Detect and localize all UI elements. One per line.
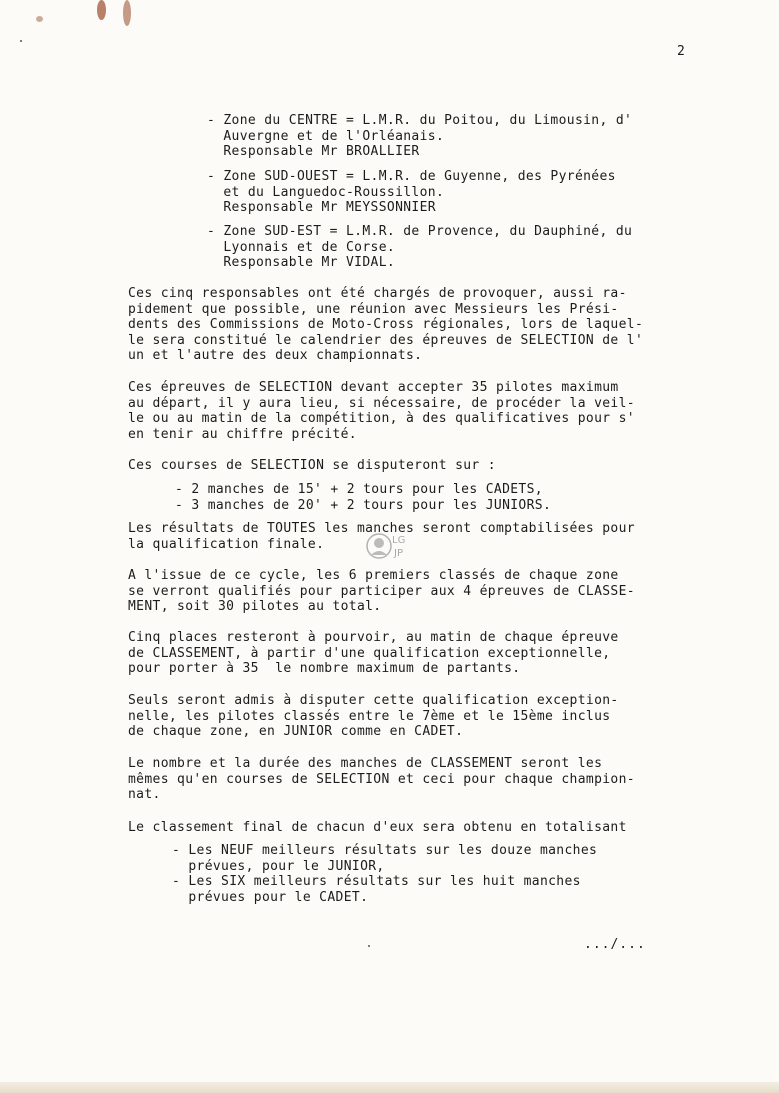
zone-sud-ouest xyxy=(207,169,616,216)
paragraph-nombre-duree: Le nombre et la durée des manches de CLASSEMENT seront les mêmes qu'en courses de SELECTION et ceci pour chaque champion- nat. xyxy=(128,756,635,802)
page-number: 2 xyxy=(677,44,685,59)
paragraph-selection-pilotes: Ces épreuves de SELECTION devant accepter 35 pilotes maximum au départ, il y aura lieu, si nécessaire, de procéder la veil- le ou au matin de la compétition, à des qualificatives pour s' en tenir au chiffre précité. xyxy=(128,380,635,442)
paragraph-resultats: Les résultats de TOUTES les manches seront comptabilisées pour la qualification finale. xyxy=(128,521,635,552)
watermark-stamp xyxy=(364,529,416,563)
svg-text:LG: LG xyxy=(392,535,406,546)
paper-speck xyxy=(368,945,370,947)
zone-line: et du Languedoc-Roussillon. xyxy=(207,184,445,200)
paper-speck xyxy=(20,40,22,42)
paper-bottom-edge xyxy=(0,1082,779,1093)
zone-line: - Zone SUD-OUEST = L.M.R. de Guyenne, des Pyrénées xyxy=(207,169,616,184)
zone-line: Responsable Mr BROALLIER xyxy=(207,144,420,159)
list-manches-selection: - 2 manches de 15' + 2 tours pour les CADETS, - 3 manches de 20' + 2 tours pour les JUNIORS. xyxy=(175,482,552,513)
paragraph-cinq-places: Cinq places resteront à pourvoir, au matin de chaque épreuve de CLASSEMENT, à partir d'une qualification exceptionnelle, pour porter à 35 le nombre maximum de partants. xyxy=(128,630,619,676)
zone-line: Responsable Mr MEYSSONNIER xyxy=(207,200,436,215)
paragraph-admis: Seuls seront admis à disputer cette qualification exception- nelle, les pilotes classés entre le 7ème et le 15ème inclus de chaque zone, en JUNIOR comme en CADET. xyxy=(128,693,619,739)
zone-line: Responsable Mr VIDAL. xyxy=(207,255,396,270)
zone-line: - Zone SUD-EST = L.M.R. de Provence, du Dauphiné, du xyxy=(207,224,633,239)
svg-text:JP: JP xyxy=(394,548,403,559)
ink-stain xyxy=(36,16,43,22)
ink-stain xyxy=(123,0,131,26)
zone-centre xyxy=(207,113,632,160)
zone-line: Lyonnais et de Corse. xyxy=(207,239,396,255)
zone-line: Auvergne et de l'Orléanais. xyxy=(207,128,445,144)
paragraph-classement-final: Le classement final de chacun d'eux sera obtenu en totalisant xyxy=(128,820,627,835)
zone-line: - Zone du CENTRE = L.M.R. du Poitou, du Limousin, d' xyxy=(207,113,633,128)
zone-sud-est xyxy=(207,224,632,271)
ink-stain xyxy=(97,0,106,20)
paragraph-issue-cycle: A l'issue de ce cycle, les 6 premiers classés de chaque zone se verront qualifiés pour participer aux 4 épreuves de CLASSE- MENT, soit 30 pilotes au total. xyxy=(128,568,635,614)
paragraph-courses-selection: Ces courses de SELECTION se disputeront sur : xyxy=(128,458,496,473)
continuation-mark: .../... xyxy=(584,937,646,952)
list-meilleurs-resultats: - Les NEUF meilleurs résultats sur les douze manches prévues, pour le JUNIOR, - Les SIX meilleurs résultats sur les huit manches prévues pour le CADET. xyxy=(172,843,598,905)
paragraph-responsables: Ces cinq responsables ont été chargés de provoquer, aussi ra- pidement que possible, une réunion avec Messieurs les Prési- dents des Commissions de Moto-Cross régionales, lors de laquel- le sera constitué le calendrier des épreuves de SELECTION de l' un et l'autre des deux championnats. xyxy=(128,286,644,363)
